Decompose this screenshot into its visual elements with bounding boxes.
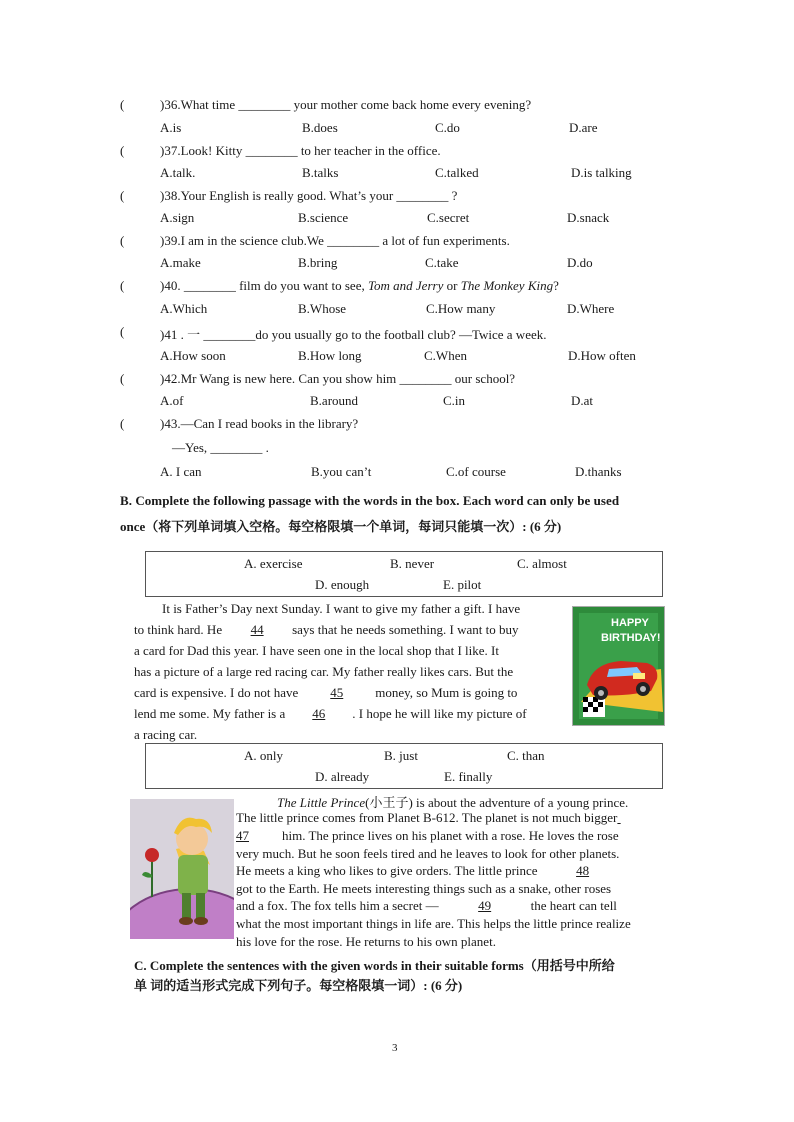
option-d: D.thanks (575, 464, 622, 479)
option-b: B.Whose (298, 301, 347, 316)
section-c-heading: C. Complete the sentences with the given words in their suitable forms（用括号中所给 (134, 958, 615, 973)
option-b: B.talks (302, 165, 339, 180)
option-d: D.at (571, 393, 594, 408)
passage1-line: to think hard. He 44 says that he needs something. I want to buy (134, 622, 519, 637)
blank-48[interactable]: 48 (576, 863, 590, 878)
option-a: A.Which (160, 301, 208, 316)
answer-paren[interactable]: ( (120, 233, 125, 248)
blank-49[interactable]: 49 (478, 898, 492, 913)
option-c: C.When (424, 348, 467, 363)
option-c: C.do (435, 120, 460, 135)
section-b-heading-cont: once（将下列单词填入空格。每空格限填一个单词，每词只能填一次）: (6 分) (120, 519, 562, 534)
option-b: B.you can’t (311, 464, 372, 479)
passage2-line: 47 him. The prince lives on his planet with a rose. He loves the rose (236, 828, 619, 843)
passage2-line: got to the Earth. He meets interesting things such as a snake, other roses (236, 881, 612, 896)
answer-paren[interactable]: ( (120, 371, 125, 386)
question-reply: —Yes, ________ . (172, 440, 269, 455)
answer-paren[interactable]: ( (120, 324, 125, 339)
option-c: C.in (443, 393, 466, 408)
option-c: C.take (425, 255, 459, 270)
passage1-line: It is Father’s Day next Sunday. I want to give my father a gift. I have (162, 601, 521, 616)
passage2-line: very much. But he soon feels tired and he leaves to look for other planets. (236, 846, 620, 861)
answer-paren[interactable]: ( (120, 188, 125, 203)
option-a: A.talk. (160, 165, 196, 180)
word-box-1 (145, 551, 663, 597)
option-d: D.is talking (571, 165, 632, 180)
passage2-line: The Little Prince(小王子) is about the adventure of a young prince. (277, 795, 629, 810)
word-option: A. only (244, 748, 283, 763)
option-d: D.How often (568, 348, 636, 363)
option-b: B.How long (298, 348, 362, 363)
question-text: )43.—Can I read books in the library? (160, 416, 359, 431)
passage2-line: his love for the rose. He returns to his own planet. (236, 934, 496, 949)
question-text: )39.I am in the science club.We ________ a lot of fun experiments. (160, 233, 510, 248)
section-b-heading: B. Complete the following passage with the words in the box. Each word can only be used (120, 493, 620, 508)
option-c: C.How many (426, 301, 496, 316)
word-box-2 (145, 743, 663, 789)
birthday-card-image (572, 606, 665, 726)
option-d: D.snack (567, 210, 610, 225)
answer-paren[interactable]: ( (120, 416, 125, 431)
word-option: B. just (384, 748, 418, 763)
question-text: )41 . 一 ________do you usually go to the football club? —Twice a week. (160, 327, 547, 342)
passage2-line: what the most important things in life are. This helps the little prince realize (236, 916, 631, 931)
passage2-line: and a fox. The fox tells him a secret — 49 the heart can tell (236, 898, 617, 913)
card-text: BIRTHDAY! (601, 632, 661, 644)
question-text: )36.What time ________ your mother come back home every evening? (160, 97, 532, 112)
option-a: A.is (160, 120, 182, 135)
book-title: The Little Prince (277, 795, 366, 810)
option-a: A. I can (160, 464, 202, 479)
passage2-line: The little prince comes from Planet B-612. The planet is not much bigger (236, 810, 618, 825)
word-option: B. never (390, 556, 435, 571)
passage1-line: card is expensive. I do not have 45 money, so Mum is going to (134, 685, 518, 700)
option-d: D.Where (567, 301, 615, 316)
option-b: B.bring (298, 255, 338, 270)
passage2-line: He meets a king who likes to give orders. The little prince 48 (236, 863, 628, 879)
option-a: A.How soon (160, 348, 226, 363)
passage1-line: lend me some. My father is a 46 . I hope he will like my picture of (134, 706, 527, 721)
option-a: A.of (160, 393, 184, 408)
section-c-heading-cont: 单 词的适当形式完成下列句子。每空格限填一词）: (6 分) (134, 978, 463, 993)
option-c: C.of course (446, 464, 506, 479)
option-d: D.are (569, 120, 598, 135)
question-text: )40. ________ film do you want to see, Tom and Jerry or The Monkey King? (160, 278, 559, 293)
page-number: 3 (392, 1042, 398, 1054)
word-option: D. enough (315, 577, 370, 592)
answer-paren[interactable]: ( (120, 97, 125, 112)
card-text: HAPPY (611, 617, 649, 629)
blank-45[interactable]: 45 (330, 685, 344, 700)
word-option: E. pilot (443, 577, 482, 592)
option-d: D.do (567, 255, 593, 270)
word-option: C. than (507, 748, 545, 763)
option-a: A.make (160, 255, 201, 270)
passage1-line: a card for Dad this year. I have seen one in the local shop that I like. It (134, 643, 499, 658)
option-b: B.science (298, 210, 349, 225)
word-option: D. already (315, 769, 370, 784)
word-option: A. exercise (244, 556, 303, 571)
answer-paren[interactable]: ( (120, 278, 125, 293)
option-a: A.sign (160, 210, 195, 225)
question-text: )42.Mr Wang is new here. Can you show him ________ our school? (160, 371, 516, 386)
option-b: B.around (310, 393, 359, 408)
option-c: C.secret (427, 210, 470, 225)
question-text: )38.Your English is really good. What’s your ________ ? (160, 188, 458, 203)
blank-44[interactable]: 44 (250, 622, 264, 637)
passage1-line: a racing car. (134, 727, 198, 742)
blank-46[interactable]: 46 (312, 706, 326, 721)
answer-paren[interactable]: ( (120, 143, 125, 158)
word-option: E. finally (444, 769, 493, 784)
passage1-line: has a picture of a large red racing car. My father really likes cars. But the (134, 664, 514, 679)
option-b: B.does (302, 120, 338, 135)
little-prince-image (130, 799, 234, 939)
option-c: C.talked (435, 165, 479, 180)
word-option: C. almost (517, 556, 567, 571)
question-text: )37.Look! Kitty ________ to her teacher in the office. (160, 143, 441, 158)
blank-47[interactable]: 47 (236, 828, 249, 843)
